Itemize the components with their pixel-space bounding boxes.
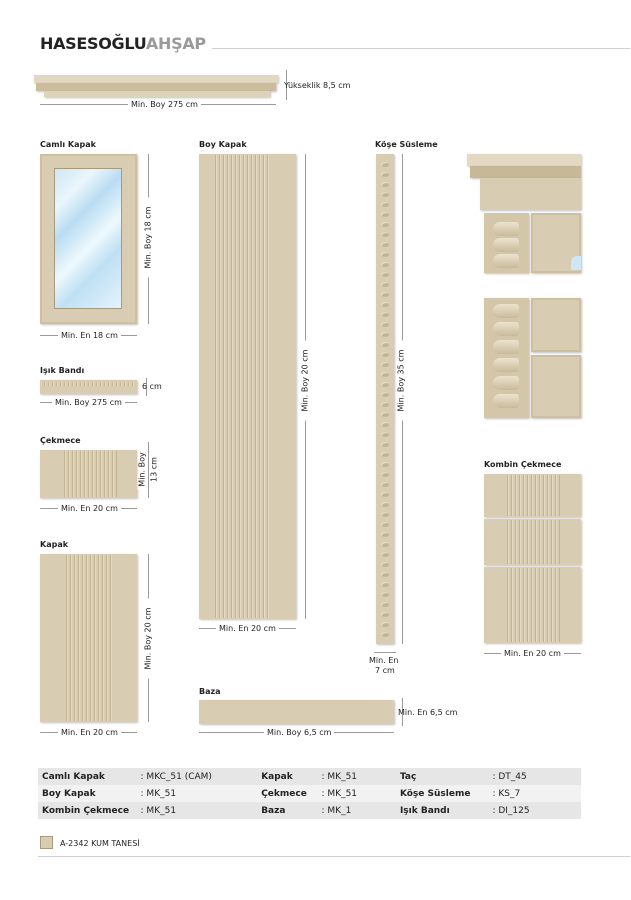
bead [381,382,389,387]
bead [381,482,389,487]
bead [381,252,389,257]
cekmece-height-1: Min. Boy [138,450,147,490]
bead [381,532,389,537]
specs-row [38,802,581,819]
spec-code: : KS_7 [488,785,581,802]
bead [381,292,389,297]
bead [381,372,389,377]
bead [381,452,389,457]
boy-kapak-title: Boy Kapak [199,140,247,149]
kose-height: Min. Boy 35 cm [397,341,406,421]
bead [381,632,389,637]
kose-title: Köşe Süsleme [375,140,438,149]
kapak-width: Min. En 20 cm [58,728,121,737]
bead [381,612,389,617]
bead [381,542,389,547]
spec-code: : MK_51 [318,768,396,785]
kose-panel [376,154,394,644]
bead [381,342,389,347]
crown-height: Yükseklik 8,5 cm [284,81,351,90]
bead [381,322,389,327]
kombin-width: Min. En 20 cm [501,649,564,658]
baza-panel [199,700,394,724]
boy-kapak-width: Min. En 20 cm [216,624,279,633]
bead [381,182,389,187]
bead [381,272,389,277]
dimension-line [374,652,396,653]
bead [381,622,389,627]
bead [381,442,389,447]
camli-kapak-height: Min. Boy 18 cm [144,198,153,278]
isik-bandi-grooves [42,382,135,386]
bead [381,492,389,497]
bead [381,212,389,217]
spec-code: : MKC_51 (CAM) [137,768,258,785]
kose-width-1: Min. En [369,656,399,665]
baza-length: Min. Boy 6,5 cm [264,728,334,737]
bead [381,472,389,477]
spec-code: : MK_51 [318,785,396,802]
bead [381,512,389,517]
spec-code: : MK_51 [137,785,258,802]
cekmece-height-2: 13 cm [150,450,159,490]
specs-table [38,768,581,819]
bead [381,562,389,567]
spec-name: Taç [396,768,489,785]
specs-row [38,768,581,785]
bead [381,202,389,207]
crown-length: Min. Boy 275 cm [128,100,201,109]
brand-part1: HASESOĞLU [40,34,146,53]
spec-name: Kapak [257,768,317,785]
spec-code: : MK_51 [137,802,258,819]
bead [381,592,389,597]
spec-name: Baza [257,802,317,819]
spec-code: : MK_1 [318,802,396,819]
spec-code: : DT_45 [488,768,581,785]
bead [381,582,389,587]
kapak-title: Kapak [40,540,69,549]
kose-width-2: 7 cm [375,666,395,675]
baza-title: Baza [199,687,221,696]
brand-part2: AHŞAP [145,34,206,53]
cekmece-grooves [62,451,117,497]
brand-title [40,34,206,53]
cekmece-title: Çekmece [40,436,81,445]
isik-bandi-height: 6 cm [142,382,162,391]
color-swatch [40,836,53,849]
glass-insert [54,168,122,309]
bead [381,552,389,557]
bead [381,572,389,577]
camli-kapak-width: Min. En 18 cm [58,331,121,340]
kapak-grooves [64,555,114,721]
bead [381,262,389,267]
bead [381,192,389,197]
footer-divider [38,856,630,857]
bead [381,602,389,607]
bead [381,222,389,227]
bead [381,242,389,247]
boy-kapak-height: Min. Boy 20 cm [301,341,310,421]
spec-name: Camlı Kapak [38,768,137,785]
isik-bandi-length: Min. Boy 275 cm [52,398,125,407]
bead [381,502,389,507]
isik-bandi-title: Işık Bandı [40,366,85,375]
bead [381,462,389,467]
bead [381,432,389,437]
bead [381,412,389,417]
header-divider [212,48,630,49]
spec-code: : DI_125 [488,802,581,819]
bead [381,282,389,287]
kombin-title: Kombin Çekmece [484,460,562,469]
color-code: A-2342 KUM TANESİ [60,839,140,848]
bead [381,362,389,367]
bead [381,522,389,527]
camli-kapak-title: Camlı Kapak [40,140,96,149]
bead [381,332,389,337]
bead [381,422,389,427]
kapak-height: Min. Boy 20 cm [144,599,153,679]
bead [381,172,389,177]
spec-name: Köşe Süsleme [396,785,489,802]
specs-row [38,785,581,802]
bead [381,392,389,397]
bead [381,312,389,317]
spec-name: Kombin Çekmece [38,802,137,819]
spec-name: Çekmece [257,785,317,802]
bead [381,232,389,237]
boy-kapak-grooves [213,155,269,618]
cekmece-width: Min. En 20 cm [58,504,121,513]
bead [381,402,389,407]
spec-name: Işık Bandı [396,802,489,819]
bead [381,302,389,307]
bead [381,162,389,167]
bead [381,352,389,357]
spec-name: Boy Kapak [38,785,137,802]
baza-height: Min. En 6,5 cm [398,708,458,717]
